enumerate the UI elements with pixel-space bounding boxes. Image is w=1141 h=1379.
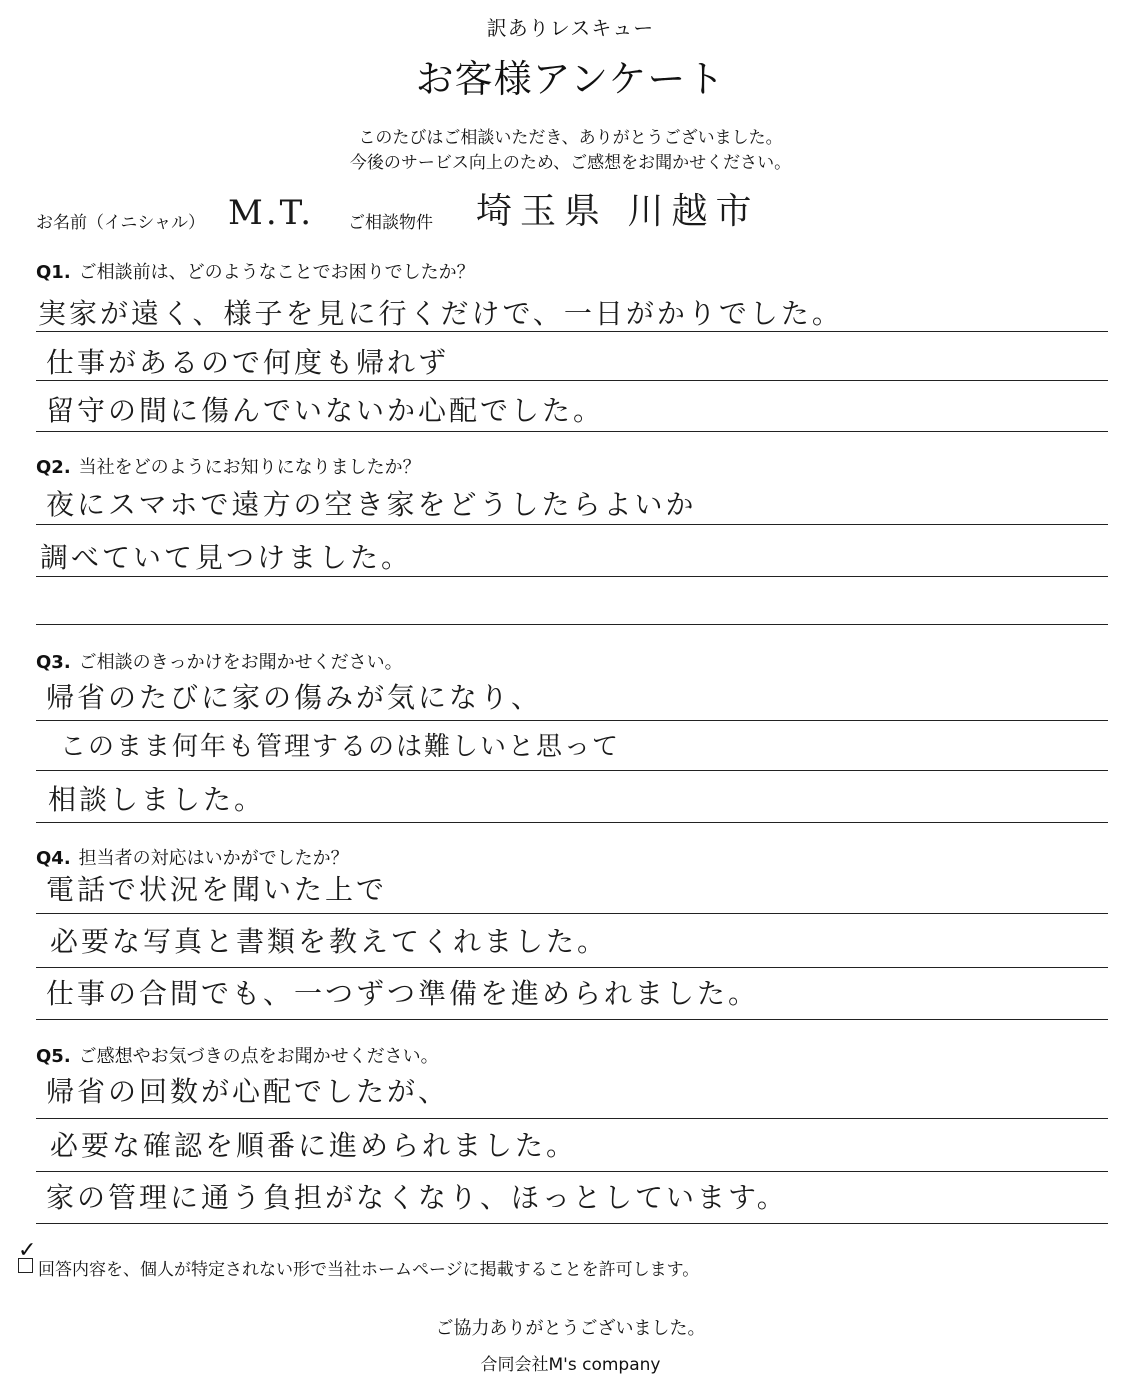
question-2-text: 当社をどのようにお知りになりましたか？ xyxy=(78,457,421,478)
question-1 xyxy=(36,258,475,284)
answer-line xyxy=(36,770,1108,771)
page-title: お客様アンケート xyxy=(415,57,726,101)
intro-text xyxy=(0,126,1141,176)
answer-2-line-2: 調べていて見つけました。 xyxy=(40,541,413,574)
answer-line xyxy=(36,913,1108,914)
question-3 xyxy=(36,648,403,674)
answer-line xyxy=(36,822,1108,823)
intro-line-2: 今後のサービス向上のため、ご感想をお聞かせください。 xyxy=(349,153,792,173)
answer-5-line-3: 家の管理に通う負担がなくなり、ほっとしています。 xyxy=(46,1181,788,1214)
intro-line-1: このたびはご相談いただき、ありがとうございました。 xyxy=(358,128,783,148)
question-1-text: ご相談前は、どのようなことでお困りでしたか？ xyxy=(78,262,475,283)
answer-line xyxy=(36,380,1108,381)
question-2-number: Q2. xyxy=(36,457,71,478)
property-value: 埼玉県 川越市 xyxy=(476,191,760,232)
question-3-number: Q3. xyxy=(36,652,71,673)
answer-4-line-1: 電話で状況を聞いた上で xyxy=(46,873,388,906)
answer-line xyxy=(36,331,1108,332)
answer-1-line-2: 仕事があるので何度も帰れず xyxy=(46,346,450,379)
answer-line xyxy=(36,1171,1108,1172)
answer-line xyxy=(36,967,1108,968)
answer-5-line-2: 必要な確認を順番に進められました。 xyxy=(50,1129,578,1162)
question-4-number: Q4. xyxy=(36,848,71,869)
question-5-number: Q5. xyxy=(36,1046,71,1067)
checkmark-icon: ✓ xyxy=(18,1238,37,1263)
answer-line xyxy=(36,1223,1108,1224)
thanks-message: ご協力ありがとうございました。 xyxy=(435,1318,706,1339)
consent-text: 回答内容を、個人が特定されない形で当社ホームページに掲載することを許可します。 xyxy=(38,1260,700,1280)
property-label: ご相談物件 xyxy=(348,213,433,233)
name-value: M.T. xyxy=(228,193,315,233)
answer-line xyxy=(36,720,1108,721)
answer-line xyxy=(36,1118,1108,1119)
answer-line xyxy=(36,1019,1108,1020)
question-5-text: ご感想やお気づきの点をお聞かせください。 xyxy=(78,1046,439,1067)
answer-3-line-1: 帰省のたびに家の傷みが気になり、 xyxy=(46,681,543,714)
name-label: お名前（イニシャル） xyxy=(36,213,205,233)
question-5 xyxy=(36,1042,439,1068)
answer-line xyxy=(36,524,1108,525)
answer-4-line-2: 必要な写真と書類を教えてくれました。 xyxy=(50,925,609,958)
question-4 xyxy=(36,844,349,870)
answer-1-line-1: 実家が遠く、様子を見に行くだけで、一日がかりでした。 xyxy=(38,297,843,330)
answer-3-line-2: このまま何年も管理するのは難しいと思って xyxy=(60,732,621,762)
answer-5-line-1: 帰省の回数が心配でしたが、 xyxy=(46,1075,450,1108)
answer-4-line-3: 仕事の合間でも、一つずつ準備を進められました。 xyxy=(46,977,760,1010)
question-2 xyxy=(36,453,421,479)
question-1-number: Q1. xyxy=(36,262,71,283)
answer-3-line-3: 相談しました。 xyxy=(48,783,266,816)
question-4-text: 担当者の対応はいかがでしたか？ xyxy=(78,848,349,869)
answer-line xyxy=(36,576,1108,577)
answer-1-line-3: 留守の間に傷んでいないか心配でした。 xyxy=(46,394,605,427)
company-name: 合同会社M's company xyxy=(480,1355,661,1375)
brand-name: 訳ありレスキュー xyxy=(486,16,655,40)
answer-line xyxy=(36,431,1108,432)
answer-line xyxy=(36,624,1108,625)
answer-2-line-1: 夜にスマホで遠方の空き家をどうしたらよいか xyxy=(46,488,697,521)
question-3-text: ご相談のきっかけをお聞かせください。 xyxy=(78,652,403,673)
